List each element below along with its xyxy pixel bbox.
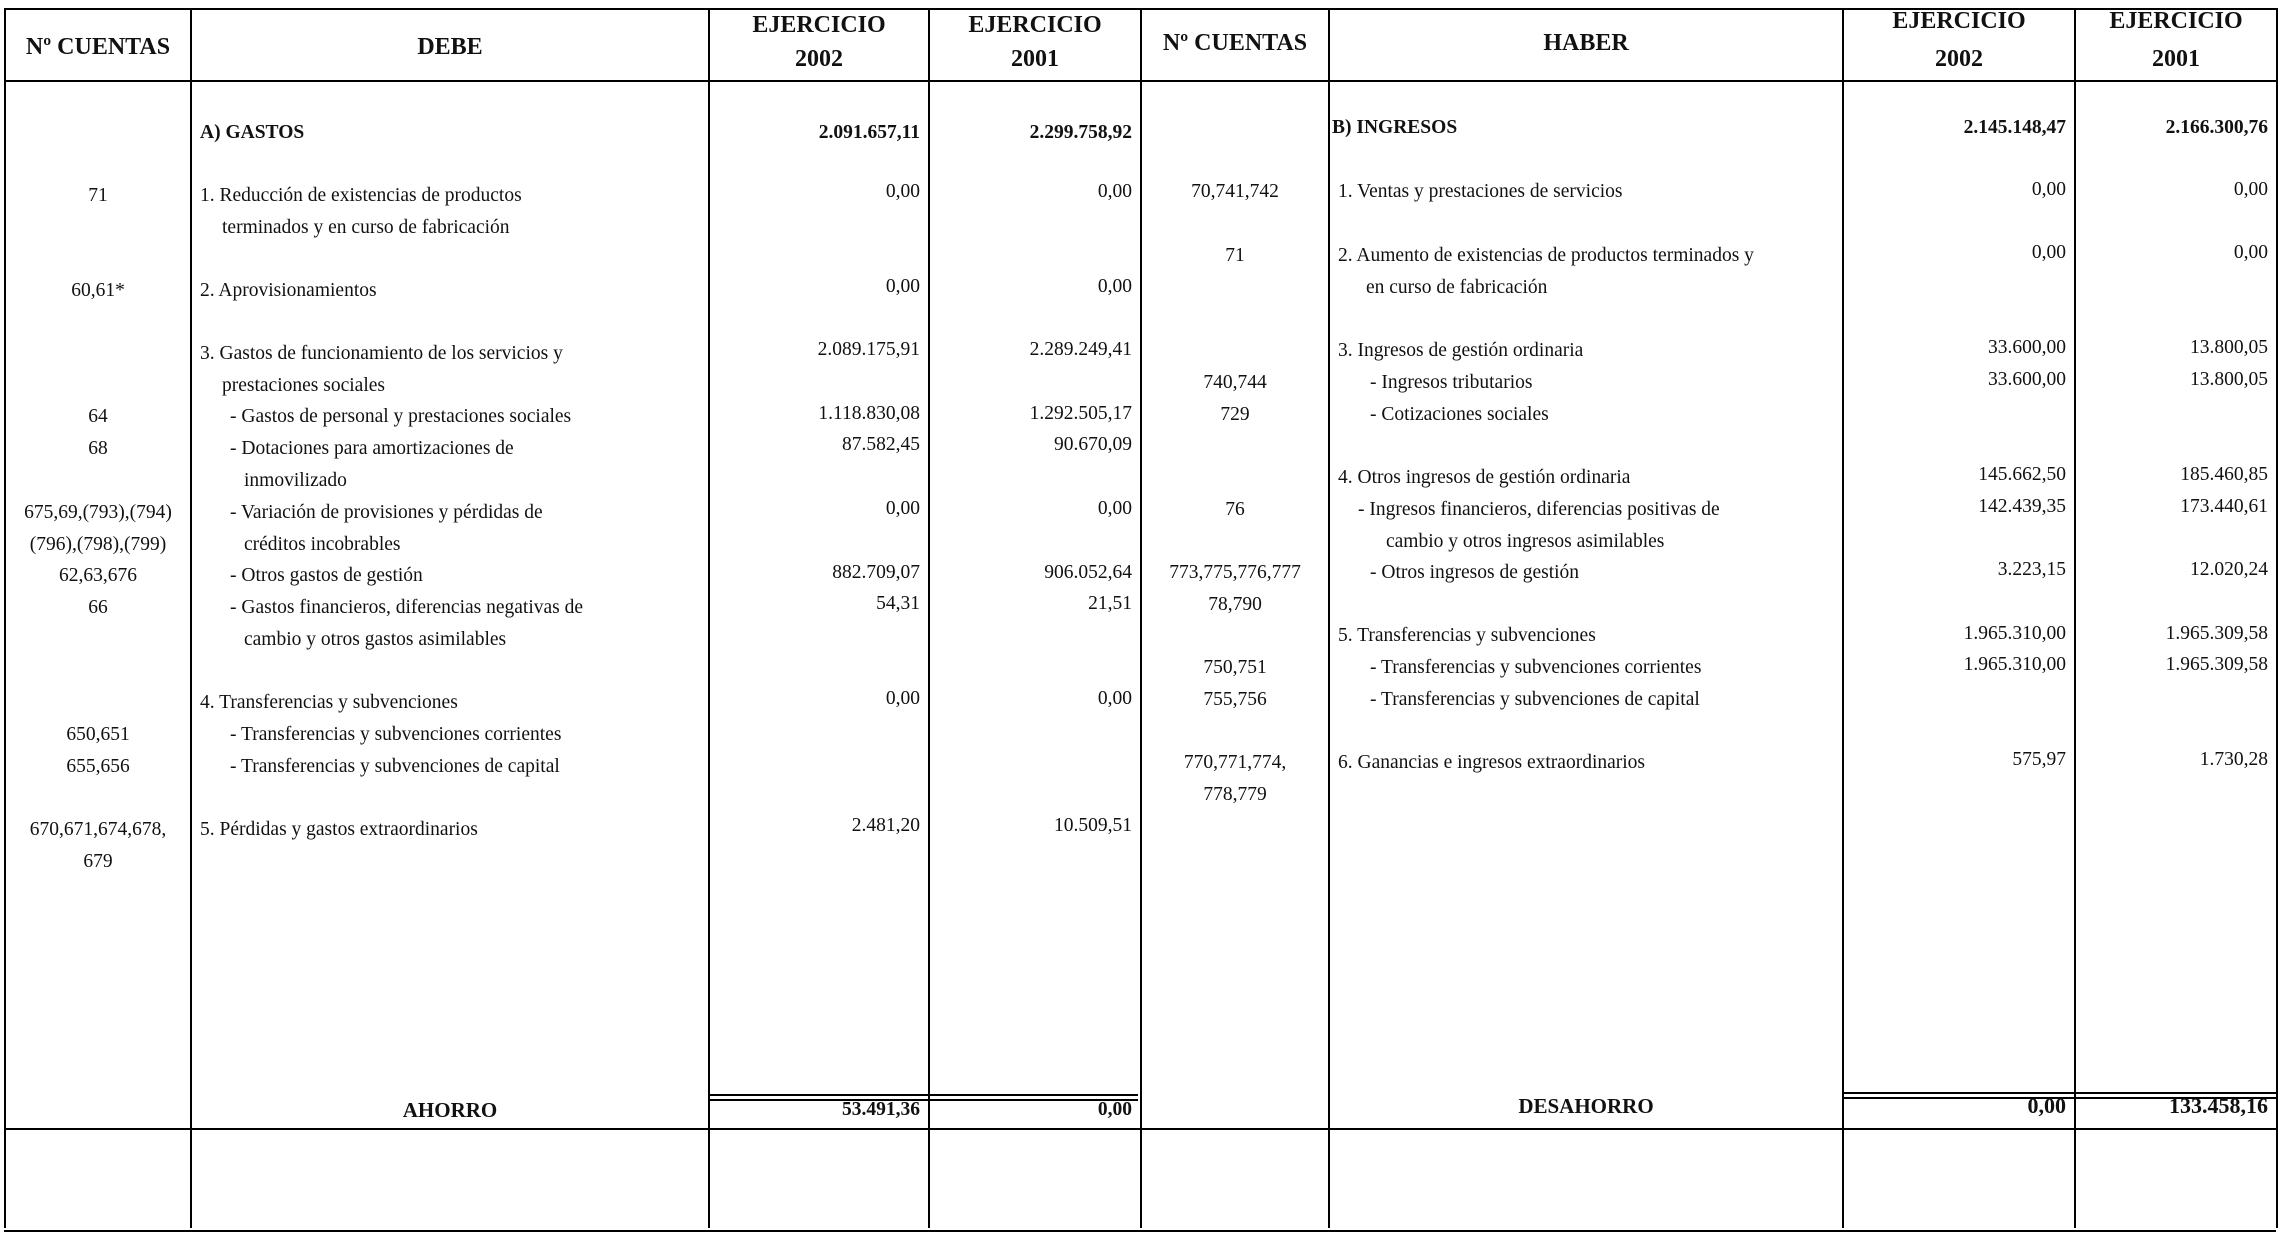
line-item-label: 6. Ganancias e ingresos extraordinarios bbox=[1338, 752, 1646, 773]
amount-2002: 0,00 bbox=[2031, 179, 2066, 200]
amount-2002: 2.481,20 bbox=[851, 815, 920, 836]
amount-2001: 21,51 bbox=[1088, 593, 1132, 614]
account-code: 66 bbox=[88, 597, 108, 618]
line-item-label: 5. Transferencias y subvenciones bbox=[1338, 625, 1596, 646]
amount-2001: 1.965.309,58 bbox=[2165, 623, 2268, 644]
line-item-label: - Ingresos tributarios bbox=[1370, 372, 1533, 393]
amount-2002: 0,00 bbox=[885, 276, 920, 297]
year-label: 2002 bbox=[1935, 46, 1983, 72]
amount-2002: 0,00 bbox=[885, 688, 920, 709]
amount-2002: 0,00 bbox=[885, 498, 920, 519]
account-code: 675,69,(793),(794) bbox=[24, 502, 172, 523]
header-ejercicio-debe-2002 bbox=[710, 10, 928, 74]
line-item-label: inmovilizado bbox=[244, 470, 347, 491]
line-item-label: en curso de fabricación bbox=[1366, 277, 1548, 298]
line-item-label: - Gastos de personal y prestaciones sociales bbox=[230, 406, 572, 427]
column-divider bbox=[2276, 8, 2278, 1228]
account-code: 78,790 bbox=[1208, 594, 1262, 615]
account-code: 64 bbox=[88, 406, 108, 427]
account-code: 679 bbox=[83, 851, 113, 872]
account-code: 770,771,774, bbox=[1183, 752, 1287, 773]
amount-2001: 0,00 bbox=[1097, 498, 1132, 519]
line-item-label: créditos incobrables bbox=[244, 534, 401, 555]
line-item-label: 1. Ventas y prestaciones de servicios bbox=[1338, 181, 1623, 202]
desahorro-label: DESAHORRO bbox=[1518, 1094, 1654, 1118]
amount-2002: 0,00 bbox=[2031, 242, 2066, 263]
amount-2001: 10.509,51 bbox=[1054, 815, 1132, 836]
ahorro-2002: 53.491,36 bbox=[842, 1099, 920, 1120]
amount-2001: 0,00 bbox=[1097, 688, 1132, 709]
amount-2002: 33.600,00 bbox=[1988, 369, 2066, 390]
amount-2002: 575,97 bbox=[2012, 749, 2066, 770]
header-cuentas-haber: Nº CUENTAS bbox=[1162, 30, 1308, 56]
amount-2002: 1.965.310,00 bbox=[1963, 623, 2066, 644]
amount-2002: 145.662,50 bbox=[1978, 464, 2066, 485]
desahorro-2001: 133.458,16 bbox=[2169, 1093, 2268, 1118]
account-code: 71 bbox=[1225, 245, 1245, 266]
year-label: 2002 bbox=[795, 46, 843, 72]
account-code: 76 bbox=[1225, 499, 1245, 520]
gastos-label: A) GASTOS bbox=[200, 122, 305, 143]
year-label: 2001 bbox=[1011, 46, 1059, 72]
account-code: 68 bbox=[88, 438, 108, 459]
header-haber: HABER bbox=[1543, 30, 1629, 56]
line-item-label: cambio y otros gastos asimilables bbox=[244, 629, 507, 650]
account-code: 740,744 bbox=[1203, 372, 1267, 393]
amount-2002: 142.439,35 bbox=[1978, 496, 2066, 517]
account-code: (796),(798),(799) bbox=[29, 534, 167, 555]
amount-2002: 87.582,45 bbox=[842, 434, 920, 455]
account-code: 755,756 bbox=[1203, 689, 1267, 710]
line-item-label: 2. Aprovisionamientos bbox=[200, 280, 377, 301]
gastos-2002: 2.091.657,11 bbox=[818, 122, 920, 143]
account-code: 670,671,674,678, bbox=[29, 819, 167, 840]
amount-2001: 13.800,05 bbox=[2190, 369, 2268, 390]
account-code: 655,656 bbox=[66, 756, 130, 777]
table-bottom-border bbox=[4, 1230, 2276, 1232]
ejercicio-label: EJERCICIO bbox=[2109, 8, 2243, 34]
ejercicio-label: EJERCICIO bbox=[1892, 8, 2026, 34]
account-code: 62,63,676 bbox=[59, 565, 137, 586]
line-item-label: - Transferencias y subvenciones corrientes bbox=[1370, 657, 1702, 678]
line-item-label: - Transferencias y subvenciones de capital bbox=[230, 756, 560, 777]
ejercicio-label: EJERCICIO bbox=[968, 12, 1102, 38]
line-item-label: 3. Gastos de funcionamiento de los servicios y bbox=[200, 343, 563, 364]
amount-2001: 90.670,09 bbox=[1054, 434, 1132, 455]
column-divider bbox=[708, 8, 710, 1228]
amount-2001: 1.292.505,17 bbox=[1029, 403, 1132, 424]
ahorro-2001: 0,00 bbox=[1097, 1099, 1132, 1120]
amount-2002: 882.709,07 bbox=[832, 562, 920, 583]
line-item-label: terminados y en curso de fabricación bbox=[222, 217, 510, 238]
line-item-label: 3. Ingresos de gestión ordinaria bbox=[1338, 340, 1584, 361]
column-divider bbox=[2074, 8, 2076, 1228]
account-code: 773,775,776,777 bbox=[1169, 562, 1301, 583]
line-item-label: - Variación de provisiones y pérdidas de bbox=[230, 502, 543, 523]
amount-2002: 1.118.830,08 bbox=[818, 403, 920, 424]
ingresos-2002: 2.145.148,47 bbox=[1963, 117, 2066, 138]
account-code: 71 bbox=[88, 185, 108, 206]
header-ejercicio-haber-2002 bbox=[1844, 6, 2074, 74]
header-debe: DEBE bbox=[417, 34, 483, 60]
account-code: 60,61* bbox=[71, 280, 125, 301]
header-cuentas-debe: Nº CUENTAS bbox=[25, 34, 171, 60]
amount-2001: 13.800,05 bbox=[2190, 337, 2268, 358]
header-ejercicio-haber-2001 bbox=[2076, 6, 2276, 74]
account-code: 778,779 bbox=[1203, 784, 1267, 805]
amount-2002: 54,31 bbox=[876, 593, 920, 614]
amount-2001: 0,00 bbox=[1097, 181, 1132, 202]
column-divider bbox=[190, 8, 192, 1228]
amount-2001: 0,00 bbox=[2233, 179, 2268, 200]
amount-2002: 33.600,00 bbox=[1988, 337, 2066, 358]
line-item-label: - Otros ingresos de gestión bbox=[1370, 562, 1580, 583]
amount-2001: 185.460,85 bbox=[2180, 464, 2268, 485]
ahorro-label: AHORRO bbox=[402, 1098, 498, 1122]
ejercicio-label: EJERCICIO bbox=[752, 12, 886, 38]
amount-2001: 1.730,28 bbox=[2199, 749, 2268, 770]
amount-2002: 1.965.310,00 bbox=[1963, 654, 2066, 675]
amount-2002: 3.223,15 bbox=[1997, 559, 2066, 580]
line-item-label: - Gastos financieros, diferencias negativas de bbox=[230, 597, 584, 618]
line-item-label: cambio y otros ingresos asimilables bbox=[1386, 531, 1665, 552]
line-item-label: - Transferencias y subvenciones de capital bbox=[1370, 689, 1700, 710]
account-code: 650,651 bbox=[66, 724, 130, 745]
line-item-label: 4. Transferencias y subvenciones bbox=[200, 692, 458, 713]
line-item-label: 1. Reducción de existencias de productos bbox=[200, 185, 522, 206]
line-item-label: 2. Aumento de existencias de productos terminados y bbox=[1338, 245, 1754, 266]
column-divider bbox=[1842, 8, 1844, 1228]
line-item-label: 4. Otros ingresos de gestión ordinaria bbox=[1338, 467, 1631, 488]
amount-2001: 173.440,61 bbox=[2180, 496, 2268, 517]
account-code: 70,741,742 bbox=[1191, 181, 1279, 202]
line-item-label: - Ingresos financieros, diferencias positivas de bbox=[1358, 499, 1720, 520]
amount-2001: 12.020,24 bbox=[2190, 559, 2268, 580]
line-item-label: - Cotizaciones sociales bbox=[1370, 404, 1549, 425]
amount-2001: 1.965.309,58 bbox=[2165, 654, 2268, 675]
amount-2002: 2.089.175,91 bbox=[817, 339, 920, 360]
gastos-2001: 2.299.758,92 bbox=[1029, 122, 1132, 143]
header-ejercicio-debe-2001 bbox=[930, 10, 1140, 74]
amount-2001: 0,00 bbox=[2233, 242, 2268, 263]
line-item-label: - Otros gastos de gestión bbox=[230, 565, 423, 586]
year-label: 2001 bbox=[2152, 46, 2200, 72]
ahorro-rule bbox=[710, 1094, 1138, 1096]
column-divider bbox=[1328, 8, 1330, 1228]
line-item-label: - Transferencias y subvenciones corrientes bbox=[230, 724, 562, 745]
line-item-label: prestaciones sociales bbox=[222, 375, 385, 396]
column-divider bbox=[928, 8, 930, 1228]
amount-2001: 0,00 bbox=[1097, 276, 1132, 297]
account-code: 750,751 bbox=[1203, 657, 1267, 678]
line-item-label: 5. Pérdidas y gastos extraordinarios bbox=[200, 819, 478, 840]
ingresos-label: B) INGRESOS bbox=[1332, 117, 1458, 138]
amount-2001: 2.289.249,41 bbox=[1029, 339, 1132, 360]
ingresos-2001: 2.166.300,76 bbox=[2165, 117, 2268, 138]
amount-2001: 906.052,64 bbox=[1044, 562, 1132, 583]
line-item-label: - Dotaciones para amortizaciones de bbox=[230, 438, 514, 459]
amount-2002: 0,00 bbox=[885, 181, 920, 202]
desahorro-2002: 0,00 bbox=[2027, 1093, 2066, 1118]
account-code: 729 bbox=[1220, 404, 1250, 425]
